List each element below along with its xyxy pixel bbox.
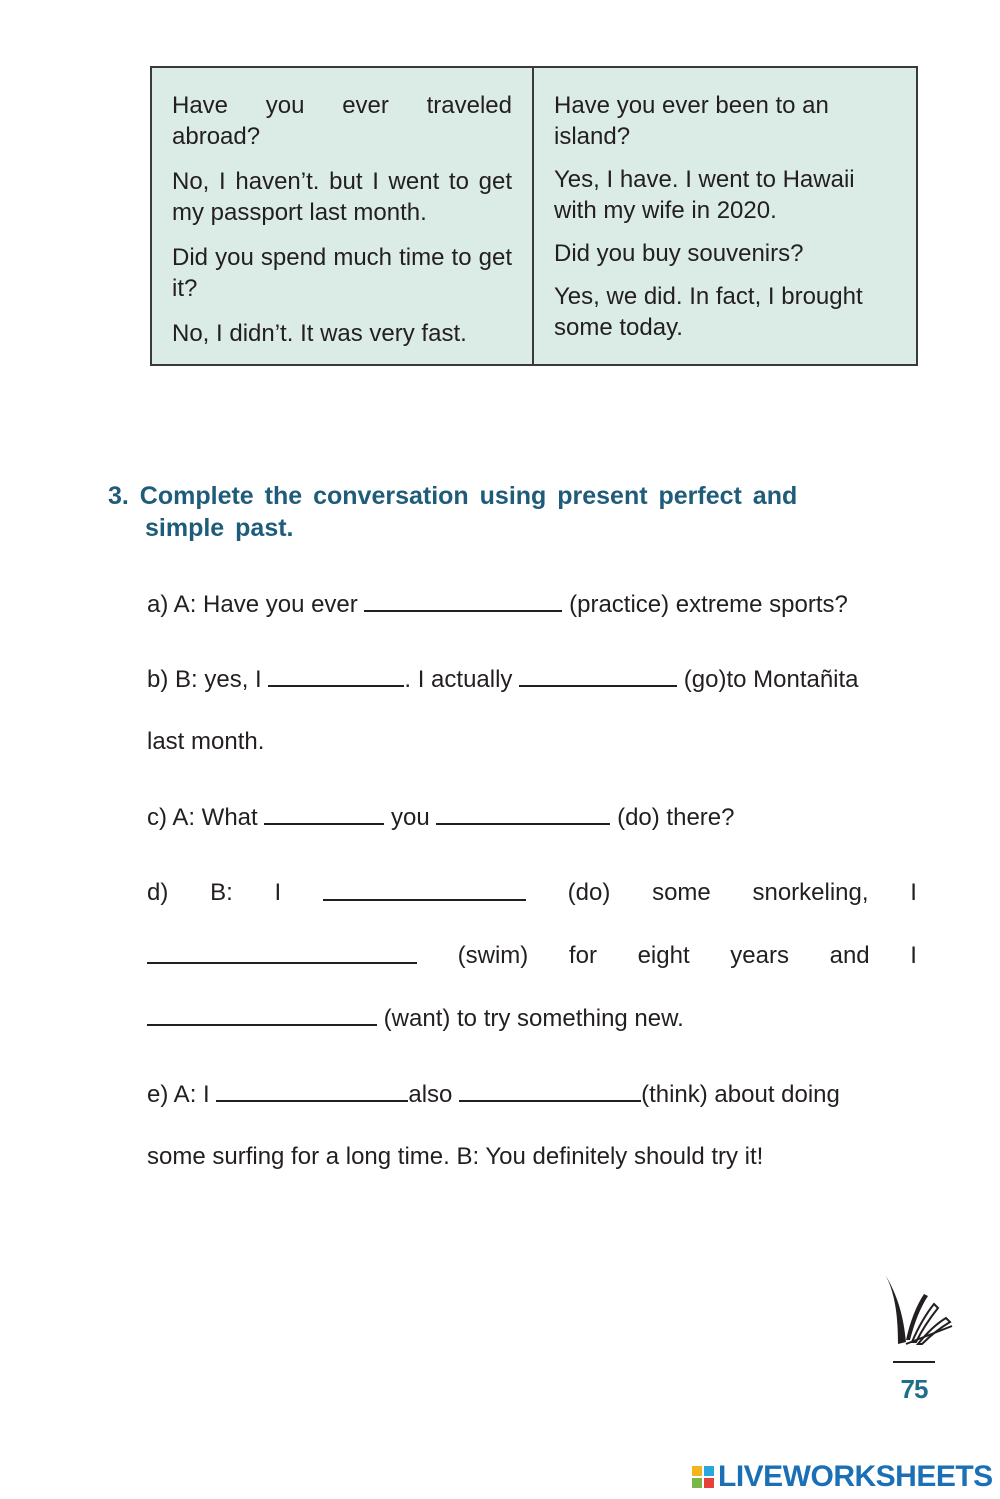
text: I [910,879,917,906]
dialog-line: Have you ever traveled abroad? [172,92,512,150]
text: I [274,879,282,906]
text: (swim) [457,942,529,969]
text: snorkeling, [752,879,869,906]
dialog-line: Did you spend much time to get it? [172,244,512,302]
dialog-box [150,66,918,366]
answer-blank[interactable] [147,940,417,964]
liveworksheets-logo-icon [692,1466,714,1488]
answer-blank[interactable] [147,1002,377,1026]
dialog-line: Yes, we did. In fact, I brought some today. [554,283,863,341]
text: some [652,879,711,906]
text: for [568,942,597,969]
exercise-item-b-continued: last month. [147,728,265,755]
text: e) A: I [147,1081,217,1108]
page-number-rule [893,1361,935,1363]
liveworksheets-brand-text: LIVEWORKSHEETS [718,1460,993,1493]
answer-blank[interactable] [436,801,610,825]
text: d) [147,879,169,906]
dialog-column-right [534,68,916,364]
exercise-item-d-line-3 [147,1002,917,1035]
answer-blank[interactable] [519,663,677,687]
text: . I actually [404,666,520,693]
exercise-item-c [147,801,917,834]
exercise-title-line-2: simple past. [145,514,294,542]
text: and [829,942,870,969]
text: a) A: Have you ever [147,591,365,618]
answer-blank[interactable] [459,1078,641,1102]
answer-blank[interactable] [268,663,404,687]
answer-blank[interactable] [364,588,562,612]
exercise-title [108,480,868,544]
text: years [730,942,789,969]
exercise-item-e [147,1078,917,1111]
exercise-title-line-1: 3. Complete the conversation using present perfect and [108,482,798,510]
answer-blank[interactable] [216,1078,408,1102]
dialog-line: Did you buy souvenirs? [554,240,804,267]
text: eight [637,942,690,969]
exercise-item-d [147,877,917,909]
dialog-line: No, I didn’t. It was very fast. [172,320,467,347]
exercise-item-d-line-2 [147,940,917,972]
dialog-line: Yes, I have. I went to Hawaii with my wife in 2020. [554,166,855,224]
exercise-item-e-continued: some surfing for a long time. B: You definitely should try it! [147,1143,764,1170]
text: (practice) extreme sports? [562,591,848,618]
liveworksheets-logo [692,1460,993,1494]
text: (do) [567,879,611,906]
text: c) A: What [147,804,265,831]
answer-blank[interactable] [264,801,384,825]
answer-blank[interactable] [323,877,526,901]
dialog-line: Have you ever been to an island? [554,92,829,150]
page-number: 75 [900,1374,928,1404]
exercise-item-b [147,663,917,696]
text: b) B: yes, I [147,666,269,693]
text: B: [210,879,233,906]
text: (go)to Montañita [677,666,859,693]
text: (think) about doing [641,1081,840,1108]
text: also [408,1081,460,1108]
dialog-column-left [152,68,534,364]
text: (want) to try something new. [377,1005,684,1032]
text: I [910,942,917,969]
book-icon [876,1272,956,1352]
dialog-line: No, I haven’t. but I went to get my passport last month. [172,168,512,226]
text: (do) there? [610,804,735,831]
exercise-item-a [147,588,917,621]
text: you [384,804,437,831]
